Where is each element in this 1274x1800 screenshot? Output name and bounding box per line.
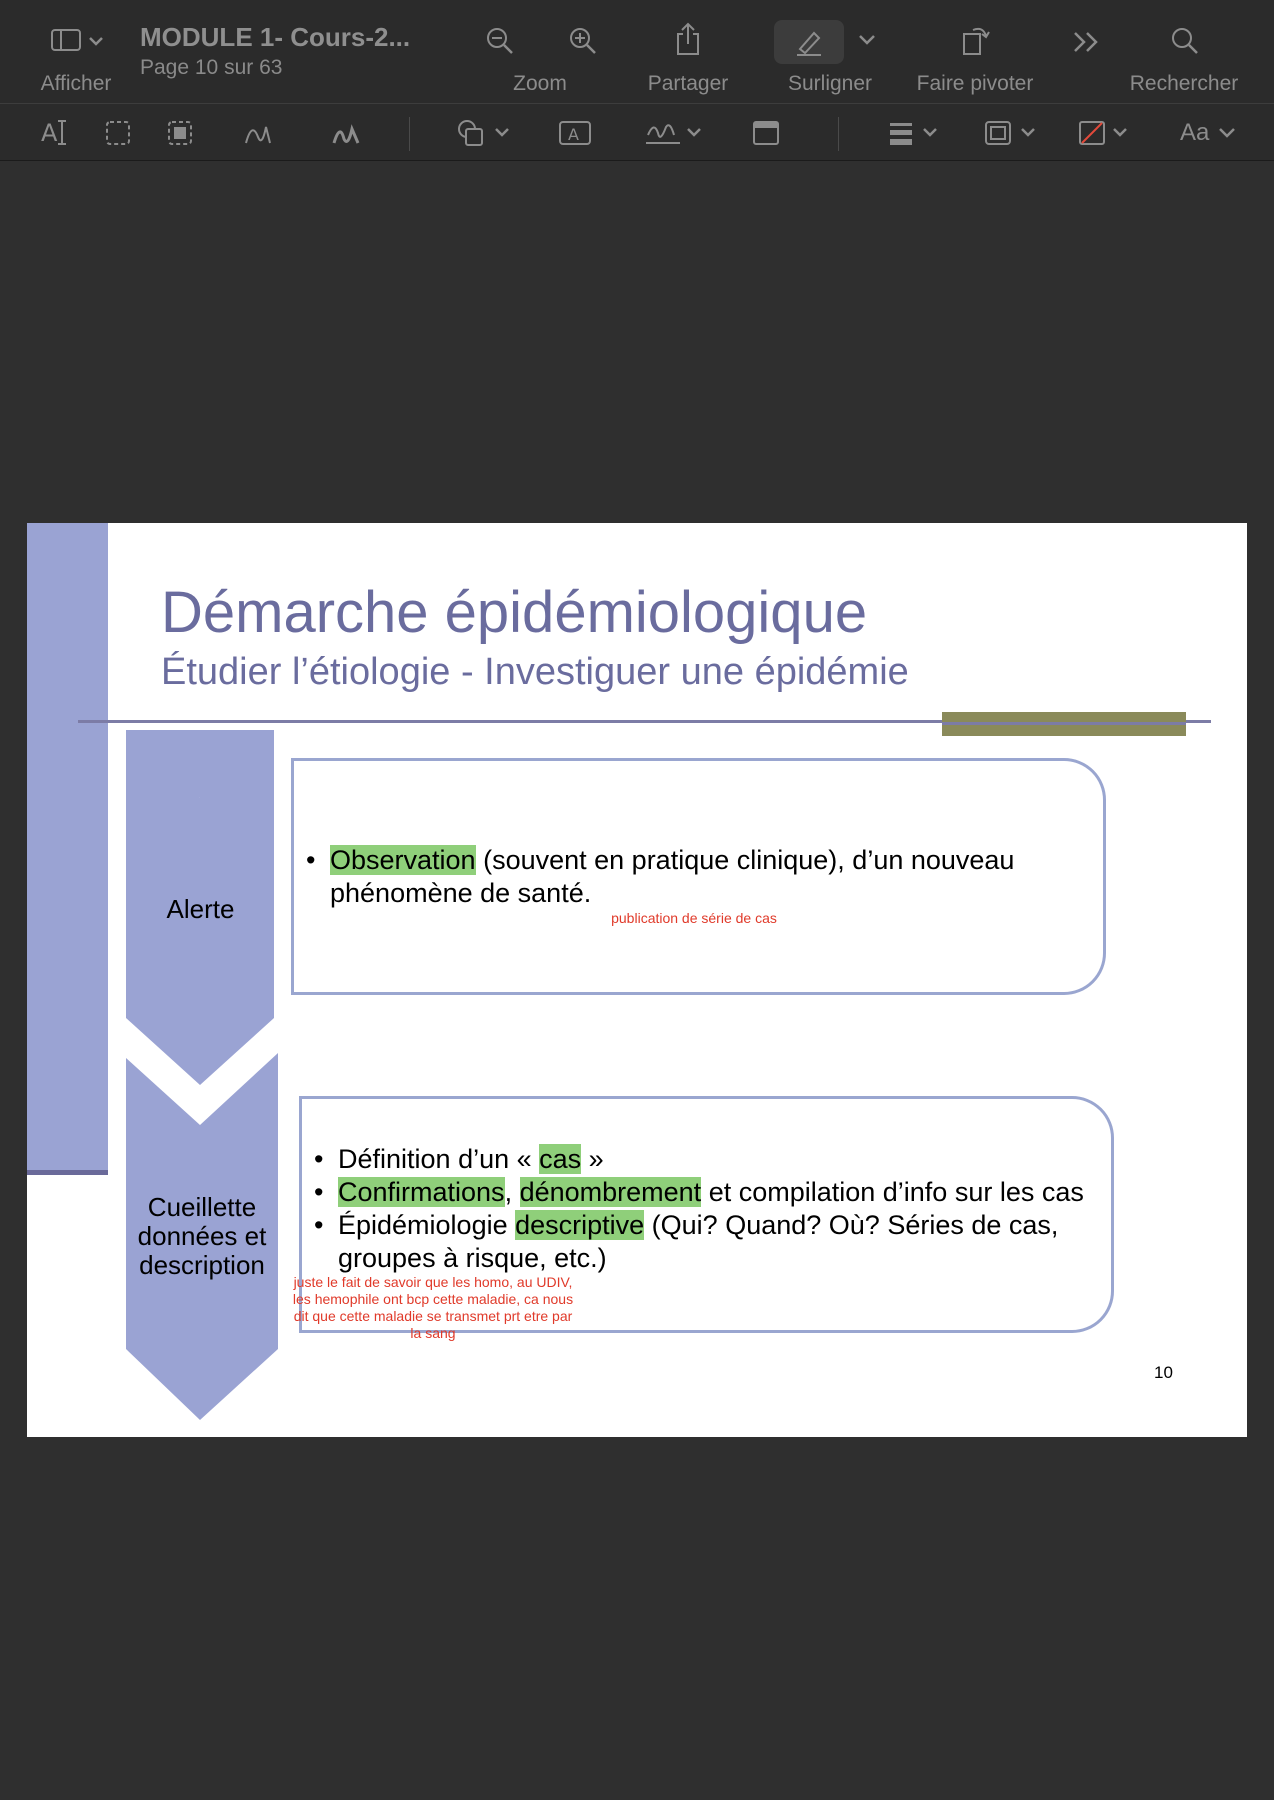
bullet-list bbox=[306, 844, 1066, 910]
highlight-label: Surligner bbox=[787, 72, 873, 95]
view-button[interactable] bbox=[28, 0, 124, 104]
document-title: MODULE 1- Cours-2... bbox=[140, 22, 411, 52]
draw-icon[interactable] bbox=[330, 117, 362, 149]
bullet-text: (Qui? Quand? Où? Séries de cas, groupes à risque, etc.) bbox=[338, 1210, 1059, 1273]
view-label: Afficher bbox=[40, 72, 112, 95]
text-style-chevron-icon bbox=[1218, 127, 1236, 139]
shapes-icon[interactable] bbox=[456, 117, 512, 149]
search-icon bbox=[1170, 26, 1200, 56]
markup-toolbar bbox=[0, 105, 1274, 161]
slide-page-number: 10 bbox=[1154, 1363, 1173, 1382]
separator bbox=[409, 117, 410, 151]
share-button[interactable] bbox=[628, 0, 748, 104]
bullet-item bbox=[314, 1143, 1104, 1176]
highlighted-text: descriptive bbox=[515, 1210, 645, 1240]
svg-text:A: A bbox=[41, 119, 58, 147]
text-selection-icon[interactable] bbox=[40, 117, 70, 147]
text-box-icon[interactable] bbox=[558, 119, 592, 147]
rotate-icon bbox=[961, 22, 991, 56]
rotate-label: Faire pivoter bbox=[916, 72, 1034, 95]
sidebar-icon bbox=[50, 26, 106, 56]
highlighted-text: Confirmations bbox=[338, 1177, 505, 1207]
svg-text:A: A bbox=[568, 125, 579, 144]
share-label: Partager bbox=[647, 72, 729, 95]
search-button[interactable] bbox=[1118, 0, 1250, 104]
annotation-note: publication de série de cas bbox=[611, 910, 777, 926]
slide-page bbox=[27, 523, 1247, 1437]
smart-lasso-icon[interactable] bbox=[166, 119, 194, 147]
highlighted-text: dénombrement bbox=[519, 1177, 702, 1207]
annotation-note: juste le fait de savoir que les homo, au UDIV, les hemophile ont bcp cette maladie, ca nous dit que cette maladie se transmet prt etre par la sang bbox=[292, 1274, 574, 1341]
highlight-group bbox=[770, 0, 890, 104]
separator bbox=[838, 117, 839, 151]
text-style-label: Aa bbox=[1180, 119, 1210, 146]
toolbar bbox=[0, 0, 1274, 161]
border-color-icon[interactable] bbox=[984, 119, 1040, 147]
bullet-text: (souvent en pratique clinique), d’un nouveau phénomène de santé. bbox=[330, 845, 1015, 908]
step-label-cueillette: Cueillette données et description bbox=[137, 1192, 267, 1280]
highlighted-text: Observation bbox=[330, 845, 476, 875]
rotate-button[interactable] bbox=[905, 0, 1045, 104]
zoom-label: Zoom bbox=[513, 72, 567, 95]
bullet-text: , bbox=[504, 1177, 520, 1207]
search-label: Rechercher bbox=[1129, 72, 1239, 95]
rect-selection-icon[interactable] bbox=[104, 119, 132, 147]
sketch-icon[interactable] bbox=[242, 117, 274, 149]
more-tools-chevrons-icon[interactable] bbox=[1072, 30, 1100, 54]
step-label-alerte: Alerte bbox=[166, 894, 235, 924]
bullet-text: » bbox=[581, 1144, 604, 1174]
bullet-item bbox=[314, 1209, 1104, 1275]
signature-icon[interactable] bbox=[644, 117, 704, 149]
zoom-group bbox=[480, 0, 600, 104]
share-icon bbox=[675, 22, 701, 56]
bullet-text: Définition d’un « bbox=[338, 1144, 540, 1174]
bullet-text: et compilation d’info sur les cas bbox=[701, 1177, 1084, 1207]
bullet-list bbox=[314, 1143, 1104, 1275]
step-box-alerte bbox=[291, 758, 1106, 995]
page-layout-icon[interactable] bbox=[752, 119, 780, 147]
page-indicator: Page 10 sur 63 bbox=[140, 56, 283, 79]
fill-color-icon[interactable] bbox=[1078, 119, 1134, 147]
slide-subtitle: Étudier l’étiologie - Investiguer une épidémie bbox=[161, 651, 909, 693]
toolbar-top-row bbox=[0, 0, 1274, 104]
slide-title: Démarche épidémiologique bbox=[161, 580, 868, 645]
line-style-icon[interactable] bbox=[888, 119, 944, 147]
bullet-item bbox=[314, 1176, 1104, 1209]
bullet-text: Épidémiologie bbox=[338, 1210, 516, 1240]
bullet-item bbox=[306, 844, 1066, 910]
highlighted-text: cas bbox=[539, 1144, 582, 1174]
